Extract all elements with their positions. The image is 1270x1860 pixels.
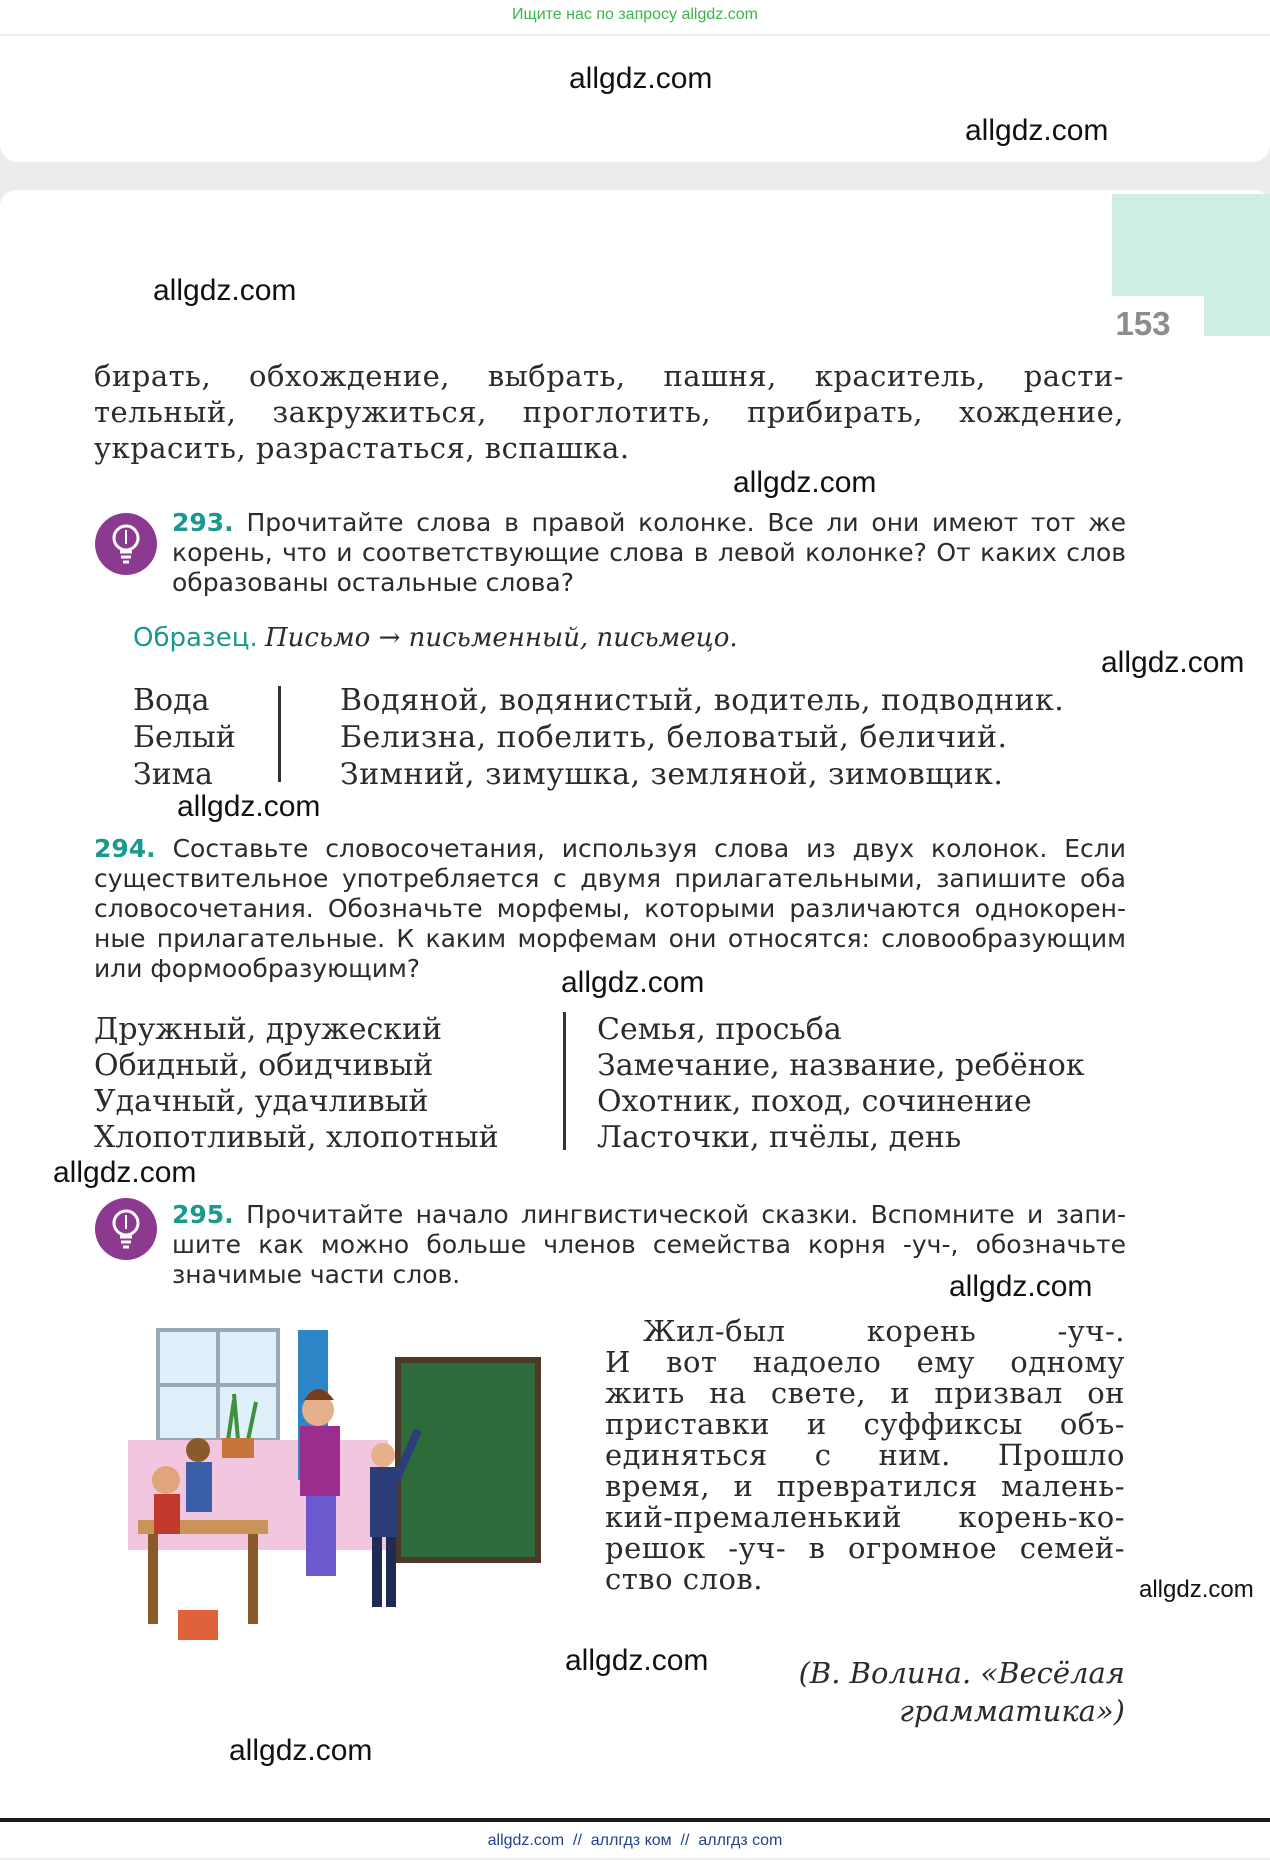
exercise-line: или формообразующим?: [94, 954, 421, 983]
lightbulb-icon: [95, 513, 157, 575]
citation-line: (В. Волина. «Весёлая: [798, 1656, 1125, 1690]
page-number: 153: [1115, 305, 1171, 342]
sample-text: Письмо → письменный, письмецо.: [264, 623, 738, 653]
intro-line: бирать, обхождение, выбрать, пашня, краситель, расти-: [94, 359, 1124, 393]
watermark: allgdz.com: [153, 274, 297, 307]
banner-text: Ищите нас по запросу allgdz.com: [512, 6, 758, 23]
left-word: Зима: [133, 757, 213, 792]
ex294-left-column: [94, 1012, 499, 1156]
tale-line: ство слов.: [605, 1562, 763, 1596]
tale-text: [605, 1316, 1125, 1595]
sample-line: [133, 622, 738, 653]
adjective-pair: Обидный, обидчивый: [94, 1048, 434, 1083]
tale-citation: [740, 1654, 1125, 1730]
exercise-line: существительное употребляется с двумя прилагательными, запишите оба: [94, 864, 1126, 893]
tale-line: единяться с ним. Прошло: [605, 1438, 1125, 1472]
column-divider: [278, 686, 281, 782]
noun-group: Охотник, поход, сочинение: [597, 1084, 1032, 1119]
tale-line: кий-премаленький корень-ко-: [605, 1500, 1125, 1534]
exercise-294-text: [94, 834, 1126, 984]
exercise-293-text: [172, 508, 1126, 598]
exercise-line: шите как можно больше членов семейства корня -уч-, обозначьте: [172, 1230, 1126, 1259]
noun-group: Замечание, название, ребёнок: [597, 1048, 1085, 1083]
adjective-pair: Хлопотливый, хлопотный: [94, 1120, 499, 1155]
watermark: allgdz.com: [565, 1644, 709, 1677]
watermark: allgdz.com: [949, 1270, 1093, 1303]
intro-line: украсить, разрастаться, вспашка.: [94, 431, 630, 465]
sample-label: Образец.: [133, 623, 258, 653]
watermark: allgdz.com: [561, 966, 705, 999]
footer-text: allgdz.com // аллгдз ком // аллгдз com: [487, 1832, 783, 1849]
watermark: allgdz.com: [229, 1734, 373, 1767]
exercise-line: словосочетания. Обозначьте морфемы, которыми различаются однокорен-: [94, 894, 1126, 923]
watermark: allgdz.com: [53, 1156, 197, 1189]
exercise-line: Прочитайте слова в правой колонке. Все ли они имеют тот же: [246, 508, 1126, 537]
noun-group: Семья, просьба: [597, 1012, 842, 1047]
tale-line: жить на свете, и призвал он: [605, 1376, 1125, 1410]
watermark: allgdz.com: [733, 466, 877, 499]
exercise-line: значимые части слов.: [172, 1260, 461, 1289]
right-words: Водяной, водянистый, водитель, подводник.: [340, 683, 1065, 718]
right-words: Зимний, зимушка, земляной, зимовщик.: [340, 757, 1004, 792]
ex293-left-column: [133, 682, 236, 793]
watermark: allgdz.com: [965, 114, 1109, 147]
exercise-line: Составьте словосочетания, используя слова из двух колонок. Если: [172, 834, 1126, 863]
left-word: Белый: [133, 720, 236, 755]
tale-line: И вот надоело ему одному: [605, 1345, 1125, 1379]
tale-line: Жил-был корень -уч-.: [643, 1314, 1125, 1348]
exercise-line: образованы остальные слова?: [172, 568, 574, 597]
exercise-line: Прочитайте начало лингвистической сказки. Вспомните и запи-: [246, 1200, 1126, 1229]
top-banner: [0, 0, 1270, 34]
ex293-right-column: [340, 682, 1064, 793]
right-words: Белизна, побелить, беловатый, беличий.: [340, 720, 1008, 755]
left-word: Вода: [133, 683, 210, 718]
watermark: allgdz.com: [1101, 646, 1245, 679]
classroom-illustration: [118, 1320, 558, 1665]
exercise-number: 294.: [94, 834, 156, 863]
column-divider: [563, 1012, 566, 1150]
intro-line: тельный, закружиться, проглотить, прибирать, хождение,: [94, 395, 1124, 429]
tale-line: приставки и суффиксы объ-: [605, 1407, 1125, 1441]
tale-line: решок -уч- в огромное семей-: [605, 1531, 1125, 1565]
watermark: allgdz.com: [177, 790, 321, 823]
exercise-number: 295.: [172, 1200, 234, 1229]
watermark: allgdz.com: [569, 62, 713, 95]
noun-group: Ласточки, пчёлы, день: [597, 1120, 962, 1155]
tale-line: время, и превратился малень-: [605, 1469, 1125, 1503]
watermark: allgdz.com: [1139, 1576, 1254, 1603]
adjective-pair: Удачный, удачливый: [94, 1084, 429, 1119]
intro-text: [94, 358, 1124, 466]
lightbulb-icon: [95, 1198, 157, 1260]
exercise-line: ные прилагательные. К каким морфемам они относятся: словообразующим: [94, 924, 1126, 953]
exercise-line: корень, что и соответствующие слова в левой колонке? От каких слов: [172, 538, 1126, 567]
exercise-number: 293.: [172, 508, 234, 537]
citation-line: грамматика»): [899, 1694, 1125, 1728]
adjective-pair: Дружный, дружеский: [94, 1012, 443, 1047]
ex294-right-column: [597, 1012, 1085, 1156]
footer-bar: [0, 1822, 1270, 1858]
